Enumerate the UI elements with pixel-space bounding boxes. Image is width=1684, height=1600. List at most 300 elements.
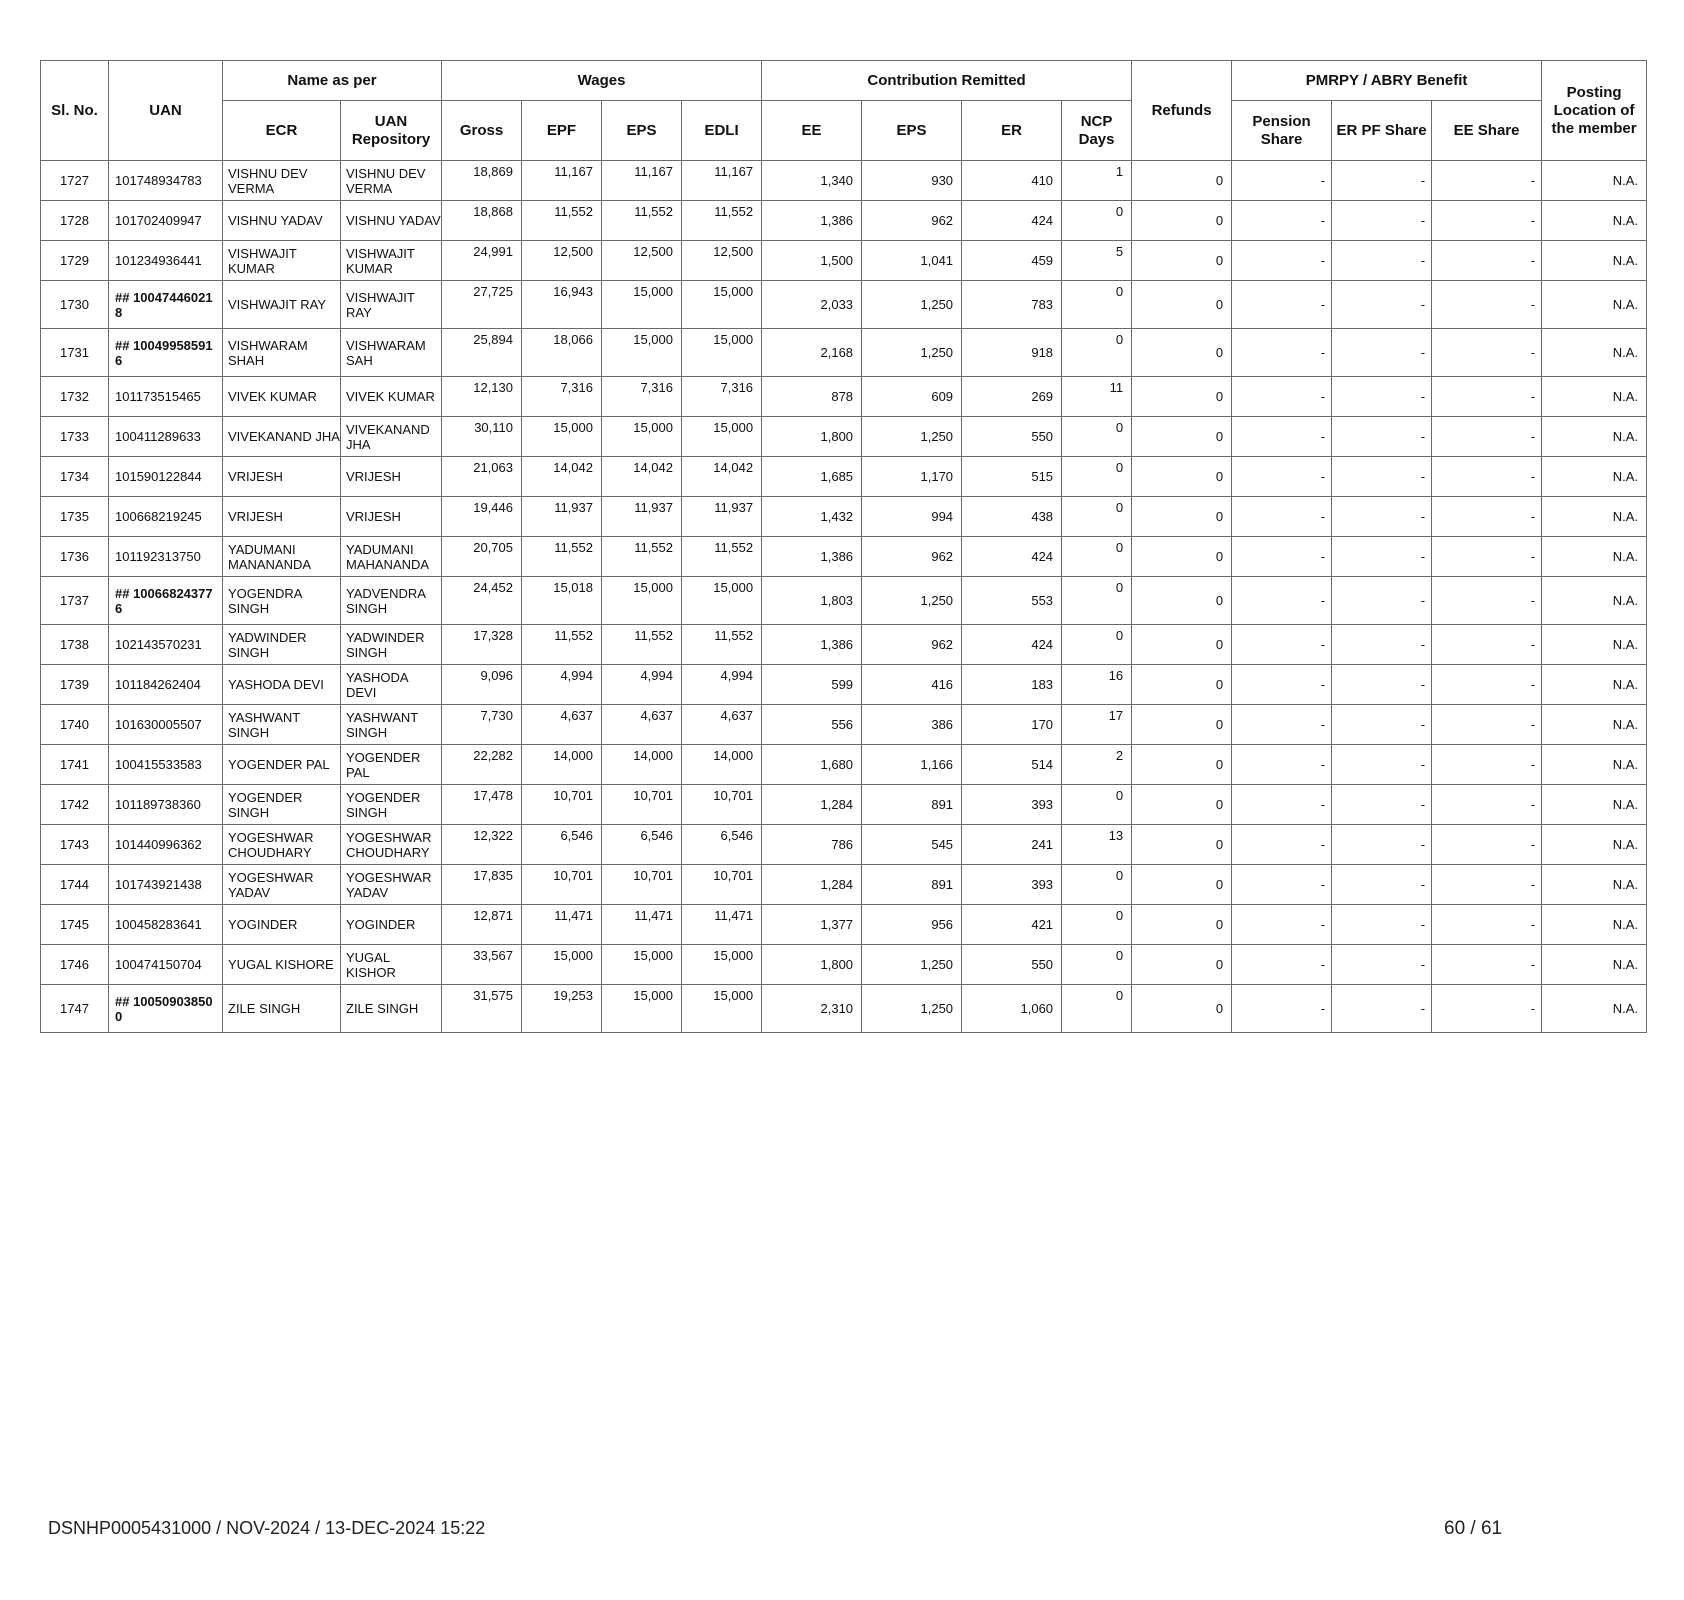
uan-repository-name-cell: YOGINDER <box>341 905 442 945</box>
header-ecr: ECR <box>223 101 341 161</box>
ee-share-cell: - <box>1432 705 1542 745</box>
pension-share-cell: - <box>1232 241 1332 281</box>
pension-share-cell: - <box>1232 201 1332 241</box>
er-contribution-cell: 421 <box>962 905 1062 945</box>
header-ee-share: EE Share <box>1432 101 1542 161</box>
uan-cell: 101184262404 <box>109 665 223 705</box>
eps-wage-cell: 15,000 <box>602 945 682 985</box>
er-pf-share-cell: - <box>1332 377 1432 417</box>
header-uan: UAN <box>109 61 223 161</box>
ee-contribution-cell: 878 <box>762 377 862 417</box>
eps-wage-cell: 10,701 <box>602 865 682 905</box>
pension-share-cell: - <box>1232 905 1332 945</box>
ncp-days-cell: 13 <box>1062 825 1132 865</box>
header-refunds: Refunds <box>1132 61 1232 161</box>
eps-contribution-cell: 1,250 <box>862 985 962 1033</box>
er-contribution-cell: 514 <box>962 745 1062 785</box>
ee-share-cell: - <box>1432 161 1542 201</box>
refunds-cell: 0 <box>1132 905 1232 945</box>
header-posting-location: Posting Location of the member <box>1542 61 1647 161</box>
eps-wage-cell: 15,000 <box>602 329 682 377</box>
refunds-cell: 0 <box>1132 825 1232 865</box>
er-contribution-cell: 550 <box>962 417 1062 457</box>
ecr-name-cell: YADUMANI MANANANDA <box>223 537 341 577</box>
uan-cell: 100411289633 <box>109 417 223 457</box>
uan-cell: 101702409947 <box>109 201 223 241</box>
posting-location-cell: N.A. <box>1542 329 1647 377</box>
ncp-days-cell: 0 <box>1062 905 1132 945</box>
gross-wage-cell: 18,869 <box>442 161 522 201</box>
ncp-days-cell: 0 <box>1062 417 1132 457</box>
ecr-name-cell: VISHWAJIT RAY <box>223 281 341 329</box>
epf-wage-cell: 12,500 <box>522 241 602 281</box>
table-row <box>41 329 1647 377</box>
sl-no-cell: 1736 <box>41 537 109 577</box>
header-epf: EPF <box>522 101 602 161</box>
pension-share-cell: - <box>1232 625 1332 665</box>
gross-wage-cell: 27,725 <box>442 281 522 329</box>
pension-share-cell: - <box>1232 705 1332 745</box>
table-row <box>41 281 1647 329</box>
posting-location-cell: N.A. <box>1542 497 1647 537</box>
eps-contribution-cell: 1,170 <box>862 457 962 497</box>
edli-wage-cell: 11,552 <box>682 537 762 577</box>
edli-wage-cell: 11,471 <box>682 905 762 945</box>
eps-contribution-cell: 1,250 <box>862 281 962 329</box>
edli-wage-cell: 11,552 <box>682 625 762 665</box>
edli-wage-cell: 15,000 <box>682 577 762 625</box>
table-row <box>41 201 1647 241</box>
ecr-name-cell: YOGENDER SINGH <box>223 785 341 825</box>
uan-repository-name-cell: YASHWANT SINGH <box>341 705 442 745</box>
ee-contribution-cell: 1,284 <box>762 785 862 825</box>
uan-repository-name-cell: YUGAL KISHOR <box>341 945 442 985</box>
header-name-as-per: Name as per <box>223 61 442 101</box>
eps-wage-cell: 7,316 <box>602 377 682 417</box>
refunds-cell: 0 <box>1132 577 1232 625</box>
uan-repository-name-cell: VIVEKANAND JHA <box>341 417 442 457</box>
er-pf-share-cell: - <box>1332 161 1432 201</box>
er-contribution-cell: 170 <box>962 705 1062 745</box>
eps-wage-cell: 11,471 <box>602 905 682 945</box>
ecr-name-cell: YOGENDER PAL <box>223 745 341 785</box>
refunds-cell: 0 <box>1132 985 1232 1033</box>
gross-wage-cell: 31,575 <box>442 985 522 1033</box>
gross-wage-cell: 19,446 <box>442 497 522 537</box>
ee-contribution-cell: 556 <box>762 705 862 745</box>
er-pf-share-cell: - <box>1332 537 1432 577</box>
ncp-days-cell: 0 <box>1062 281 1132 329</box>
eps-contribution-cell: 386 <box>862 705 962 745</box>
refunds-cell: 0 <box>1132 417 1232 457</box>
ncp-days-cell: 2 <box>1062 745 1132 785</box>
table-row <box>41 537 1647 577</box>
ee-contribution-cell: 1,284 <box>762 865 862 905</box>
er-contribution-cell: 269 <box>962 377 1062 417</box>
edli-wage-cell: 6,546 <box>682 825 762 865</box>
posting-location-cell: N.A. <box>1542 785 1647 825</box>
uan-repository-name-cell: YOGENDER PAL <box>341 745 442 785</box>
ee-contribution-cell: 2,310 <box>762 985 862 1033</box>
uan-repository-name-cell: VISHNU YADAV <box>341 201 442 241</box>
header-ncp-days: NCP Days <box>1062 101 1132 161</box>
uan-cell: 100668219245 <box>109 497 223 537</box>
sl-no-cell: 1743 <box>41 825 109 865</box>
uan-repository-name-cell: VISHNU DEV VERMA <box>341 161 442 201</box>
ee-contribution-cell: 599 <box>762 665 862 705</box>
uan-cell: ## 10047446021 8 <box>109 281 223 329</box>
eps-contribution-cell: 1,250 <box>862 329 962 377</box>
eps-contribution-cell: 962 <box>862 201 962 241</box>
ee-share-cell: - <box>1432 329 1542 377</box>
refunds-cell: 0 <box>1132 945 1232 985</box>
er-contribution-cell: 393 <box>962 785 1062 825</box>
ncp-days-cell: 11 <box>1062 377 1132 417</box>
posting-location-cell: N.A. <box>1542 417 1647 457</box>
header-ee: EE <box>762 101 862 161</box>
refunds-cell: 0 <box>1132 161 1232 201</box>
eps-contribution-cell: 545 <box>862 825 962 865</box>
posting-location-cell: N.A. <box>1542 457 1647 497</box>
ee-contribution-cell: 1,800 <box>762 417 862 457</box>
er-contribution-cell: 783 <box>962 281 1062 329</box>
refunds-cell: 0 <box>1132 241 1232 281</box>
er-pf-share-cell: - <box>1332 201 1432 241</box>
uan-repository-name-cell: YADVENDRA SINGH <box>341 577 442 625</box>
pension-share-cell: - <box>1232 865 1332 905</box>
er-contribution-cell: 183 <box>962 665 1062 705</box>
eps-wage-cell: 11,937 <box>602 497 682 537</box>
eps-wage-cell: 10,701 <box>602 785 682 825</box>
table-row <box>41 417 1647 457</box>
ncp-days-cell: 0 <box>1062 865 1132 905</box>
ecr-name-cell: YOGINDER <box>223 905 341 945</box>
eps-wage-cell: 11,552 <box>602 537 682 577</box>
gross-wage-cell: 20,705 <box>442 537 522 577</box>
sl-no-cell: 1739 <box>41 665 109 705</box>
epf-wage-cell: 10,701 <box>522 865 602 905</box>
ee-share-cell: - <box>1432 985 1542 1033</box>
er-pf-share-cell: - <box>1332 825 1432 865</box>
epf-wage-cell: 15,000 <box>522 417 602 457</box>
pension-share-cell: - <box>1232 497 1332 537</box>
ee-contribution-cell: 786 <box>762 825 862 865</box>
edli-wage-cell: 14,042 <box>682 457 762 497</box>
sl-no-cell: 1728 <box>41 201 109 241</box>
er-pf-share-cell: - <box>1332 577 1432 625</box>
gross-wage-cell: 17,835 <box>442 865 522 905</box>
uan-repository-name-cell: VRIJESH <box>341 457 442 497</box>
eps-contribution-cell: 1,250 <box>862 417 962 457</box>
ncp-days-cell: 1 <box>1062 161 1132 201</box>
ncp-days-cell: 0 <box>1062 537 1132 577</box>
edli-wage-cell: 15,000 <box>682 417 762 457</box>
uan-repository-name-cell: VISHWARAM SAH <box>341 329 442 377</box>
pension-share-cell: - <box>1232 377 1332 417</box>
gross-wage-cell: 18,868 <box>442 201 522 241</box>
pension-share-cell: - <box>1232 417 1332 457</box>
header-wages: Wages <box>442 61 762 101</box>
eps-contribution-cell: 962 <box>862 537 962 577</box>
pension-share-cell: - <box>1232 745 1332 785</box>
refunds-cell: 0 <box>1132 745 1232 785</box>
sl-no-cell: 1729 <box>41 241 109 281</box>
epf-wage-cell: 11,167 <box>522 161 602 201</box>
sl-no-cell: 1744 <box>41 865 109 905</box>
er-pf-share-cell: - <box>1332 457 1432 497</box>
ee-contribution-cell: 1,386 <box>762 201 862 241</box>
sl-no-cell: 1745 <box>41 905 109 945</box>
refunds-cell: 0 <box>1132 537 1232 577</box>
pension-share-cell: - <box>1232 577 1332 625</box>
epf-wage-cell: 16,943 <box>522 281 602 329</box>
ee-share-cell: - <box>1432 577 1542 625</box>
uan-repository-name-cell: VIVEK KUMAR <box>341 377 442 417</box>
edli-wage-cell: 14,000 <box>682 745 762 785</box>
table-row <box>41 665 1647 705</box>
uan-cell: 100458283641 <box>109 905 223 945</box>
ncp-days-cell: 0 <box>1062 457 1132 497</box>
uan-cell: 101173515465 <box>109 377 223 417</box>
ee-share-cell: - <box>1432 241 1542 281</box>
gross-wage-cell: 24,991 <box>442 241 522 281</box>
uan-cell: 100474150704 <box>109 945 223 985</box>
er-contribution-cell: 1,060 <box>962 985 1062 1033</box>
ecr-contribution-table <box>40 60 1647 1033</box>
sl-no-cell: 1737 <box>41 577 109 625</box>
pension-share-cell: - <box>1232 537 1332 577</box>
edli-wage-cell: 10,701 <box>682 865 762 905</box>
uan-cell: 101743921438 <box>109 865 223 905</box>
ee-contribution-cell: 2,168 <box>762 329 862 377</box>
er-pf-share-cell: - <box>1332 785 1432 825</box>
gross-wage-cell: 7,730 <box>442 705 522 745</box>
gross-wage-cell: 12,130 <box>442 377 522 417</box>
posting-location-cell: N.A. <box>1542 905 1647 945</box>
ecr-name-cell: YOGENDRA SINGH <box>223 577 341 625</box>
header-edli: EDLI <box>682 101 762 161</box>
ee-contribution-cell: 1,500 <box>762 241 862 281</box>
header-er-pf-share: ER PF Share <box>1332 101 1432 161</box>
epf-wage-cell: 19,253 <box>522 985 602 1033</box>
eps-wage-cell: 4,994 <box>602 665 682 705</box>
er-contribution-cell: 459 <box>962 241 1062 281</box>
ee-contribution-cell: 2,033 <box>762 281 862 329</box>
table-row <box>41 905 1647 945</box>
edli-wage-cell: 4,994 <box>682 665 762 705</box>
refunds-cell: 0 <box>1132 201 1232 241</box>
uan-repository-name-cell: ZILE SINGH <box>341 985 442 1033</box>
er-pf-share-cell: - <box>1332 241 1432 281</box>
sl-no-cell: 1740 <box>41 705 109 745</box>
table-row <box>41 377 1647 417</box>
epf-wage-cell: 11,552 <box>522 625 602 665</box>
eps-contribution-cell: 956 <box>862 905 962 945</box>
er-pf-share-cell: - <box>1332 497 1432 537</box>
ncp-days-cell: 0 <box>1062 625 1132 665</box>
pension-share-cell: - <box>1232 985 1332 1033</box>
ecr-name-cell: VISHWARAM SHAH <box>223 329 341 377</box>
ee-share-cell: - <box>1432 417 1542 457</box>
uan-cell: 101630005507 <box>109 705 223 745</box>
pension-share-cell: - <box>1232 945 1332 985</box>
eps-contribution-cell: 1,166 <box>862 745 962 785</box>
posting-location-cell: N.A. <box>1542 985 1647 1033</box>
header-pension-share: Pension Share <box>1232 101 1332 161</box>
edli-wage-cell: 15,000 <box>682 945 762 985</box>
epf-wage-cell: 14,000 <box>522 745 602 785</box>
posting-location-cell: N.A. <box>1542 865 1647 905</box>
eps-wage-cell: 14,042 <box>602 457 682 497</box>
epf-wage-cell: 11,937 <box>522 497 602 537</box>
uan-repository-name-cell: YADUMANI MAHANANDA <box>341 537 442 577</box>
ecr-name-cell: YOGESHWAR CHOUDHARY <box>223 825 341 865</box>
er-contribution-cell: 550 <box>962 945 1062 985</box>
eps-wage-cell: 15,000 <box>602 577 682 625</box>
refunds-cell: 0 <box>1132 329 1232 377</box>
ee-share-cell: - <box>1432 625 1542 665</box>
header-gross: Gross <box>442 101 522 161</box>
refunds-cell: 0 <box>1132 865 1232 905</box>
ncp-days-cell: 0 <box>1062 329 1132 377</box>
gross-wage-cell: 17,328 <box>442 625 522 665</box>
sl-no-cell: 1727 <box>41 161 109 201</box>
er-pf-share-cell: - <box>1332 281 1432 329</box>
ee-share-cell: - <box>1432 457 1542 497</box>
pension-share-cell: - <box>1232 665 1332 705</box>
er-pf-share-cell: - <box>1332 865 1432 905</box>
header-sl-no: Sl. No. <box>41 61 109 161</box>
ee-contribution-cell: 1,340 <box>762 161 862 201</box>
epf-wage-cell: 4,637 <box>522 705 602 745</box>
eps-contribution-cell: 1,250 <box>862 577 962 625</box>
ecr-name-cell: ZILE SINGH <box>223 985 341 1033</box>
ecr-name-cell: YOGESHWAR YADAV <box>223 865 341 905</box>
er-pf-share-cell: - <box>1332 417 1432 457</box>
er-pf-share-cell: - <box>1332 945 1432 985</box>
edli-wage-cell: 15,000 <box>682 329 762 377</box>
ncp-days-cell: 0 <box>1062 945 1132 985</box>
er-pf-share-cell: - <box>1332 705 1432 745</box>
gross-wage-cell: 21,063 <box>442 457 522 497</box>
table-row <box>41 985 1647 1033</box>
uan-cell: 101189738360 <box>109 785 223 825</box>
uan-cell: ## 10050903850 0 <box>109 985 223 1033</box>
refunds-cell: 0 <box>1132 705 1232 745</box>
posting-location-cell: N.A. <box>1542 625 1647 665</box>
sl-no-cell: 1732 <box>41 377 109 417</box>
ee-contribution-cell: 1,680 <box>762 745 862 785</box>
epf-wage-cell: 11,552 <box>522 537 602 577</box>
uan-cell: ## 10066824377 6 <box>109 577 223 625</box>
header-contrib-eps: EPS <box>862 101 962 161</box>
uan-cell: 101440996362 <box>109 825 223 865</box>
er-contribution-cell: 424 <box>962 537 1062 577</box>
edli-wage-cell: 15,000 <box>682 985 762 1033</box>
ee-share-cell: - <box>1432 201 1542 241</box>
uan-repository-name-cell: VRIJESH <box>341 497 442 537</box>
header-eps: EPS <box>602 101 682 161</box>
eps-wage-cell: 6,546 <box>602 825 682 865</box>
epf-wage-cell: 10,701 <box>522 785 602 825</box>
ee-share-cell: - <box>1432 537 1542 577</box>
epf-wage-cell: 4,994 <box>522 665 602 705</box>
gross-wage-cell: 33,567 <box>442 945 522 985</box>
header-pmrpy-abry: PMRPY / ABRY Benefit <box>1232 61 1542 101</box>
pension-share-cell: - <box>1232 281 1332 329</box>
ee-share-cell: - <box>1432 905 1542 945</box>
ncp-days-cell: 0 <box>1062 201 1132 241</box>
edli-wage-cell: 15,000 <box>682 281 762 329</box>
table-row <box>41 161 1647 201</box>
posting-location-cell: N.A. <box>1542 241 1647 281</box>
ee-contribution-cell: 1,386 <box>762 625 862 665</box>
uan-cell: 100415533583 <box>109 745 223 785</box>
eps-contribution-cell: 962 <box>862 625 962 665</box>
uan-repository-name-cell: YOGENDER SINGH <box>341 785 442 825</box>
ecr-name-cell: VIVEK KUMAR <box>223 377 341 417</box>
ecr-name-cell: VISHNU YADAV <box>223 201 341 241</box>
page-number: 60 / 61 <box>1444 1518 1503 1539</box>
eps-contribution-cell: 994 <box>862 497 962 537</box>
eps-wage-cell: 12,500 <box>602 241 682 281</box>
uan-repository-name-cell: VISHWAJIT RAY <box>341 281 442 329</box>
table-row <box>41 745 1647 785</box>
uan-repository-name-cell: YADWINDER SINGH <box>341 625 442 665</box>
table-row <box>41 457 1647 497</box>
ecr-name-cell: VISHNU DEV VERMA <box>223 161 341 201</box>
header-contribution-remitted: Contribution Remitted <box>762 61 1132 101</box>
gross-wage-cell: 22,282 <box>442 745 522 785</box>
epf-wage-cell: 11,471 <box>522 905 602 945</box>
pension-share-cell: - <box>1232 825 1332 865</box>
refunds-cell: 0 <box>1132 785 1232 825</box>
eps-contribution-cell: 930 <box>862 161 962 201</box>
er-contribution-cell: 424 <box>962 625 1062 665</box>
uan-cell: 101192313750 <box>109 537 223 577</box>
ee-contribution-cell: 1,386 <box>762 537 862 577</box>
table-header <box>41 61 1647 161</box>
ee-contribution-cell: 1,800 <box>762 945 862 985</box>
posting-location-cell: N.A. <box>1542 201 1647 241</box>
posting-location-cell: N.A. <box>1542 537 1647 577</box>
er-pf-share-cell: - <box>1332 745 1432 785</box>
eps-wage-cell: 15,000 <box>602 985 682 1033</box>
ee-contribution-cell: 1,432 <box>762 497 862 537</box>
posting-location-cell: N.A. <box>1542 665 1647 705</box>
posting-location-cell: N.A. <box>1542 745 1647 785</box>
ncp-days-cell: 0 <box>1062 497 1132 537</box>
eps-contribution-cell: 1,250 <box>862 945 962 985</box>
edli-wage-cell: 7,316 <box>682 377 762 417</box>
eps-wage-cell: 4,637 <box>602 705 682 745</box>
ecr-name-cell: VRIJESH <box>223 497 341 537</box>
epf-wage-cell: 15,018 <box>522 577 602 625</box>
epf-wage-cell: 14,042 <box>522 457 602 497</box>
ncp-days-cell: 5 <box>1062 241 1132 281</box>
posting-location-cell: N.A. <box>1542 577 1647 625</box>
gross-wage-cell: 30,110 <box>442 417 522 457</box>
posting-location-cell: N.A. <box>1542 945 1647 985</box>
ee-share-cell: - <box>1432 665 1542 705</box>
refunds-cell: 0 <box>1132 625 1232 665</box>
er-contribution-cell: 515 <box>962 457 1062 497</box>
ncp-days-cell: 0 <box>1062 985 1132 1033</box>
ee-share-cell: - <box>1432 865 1542 905</box>
ncp-days-cell: 16 <box>1062 665 1132 705</box>
sl-no-cell: 1735 <box>41 497 109 537</box>
table-row <box>41 785 1647 825</box>
